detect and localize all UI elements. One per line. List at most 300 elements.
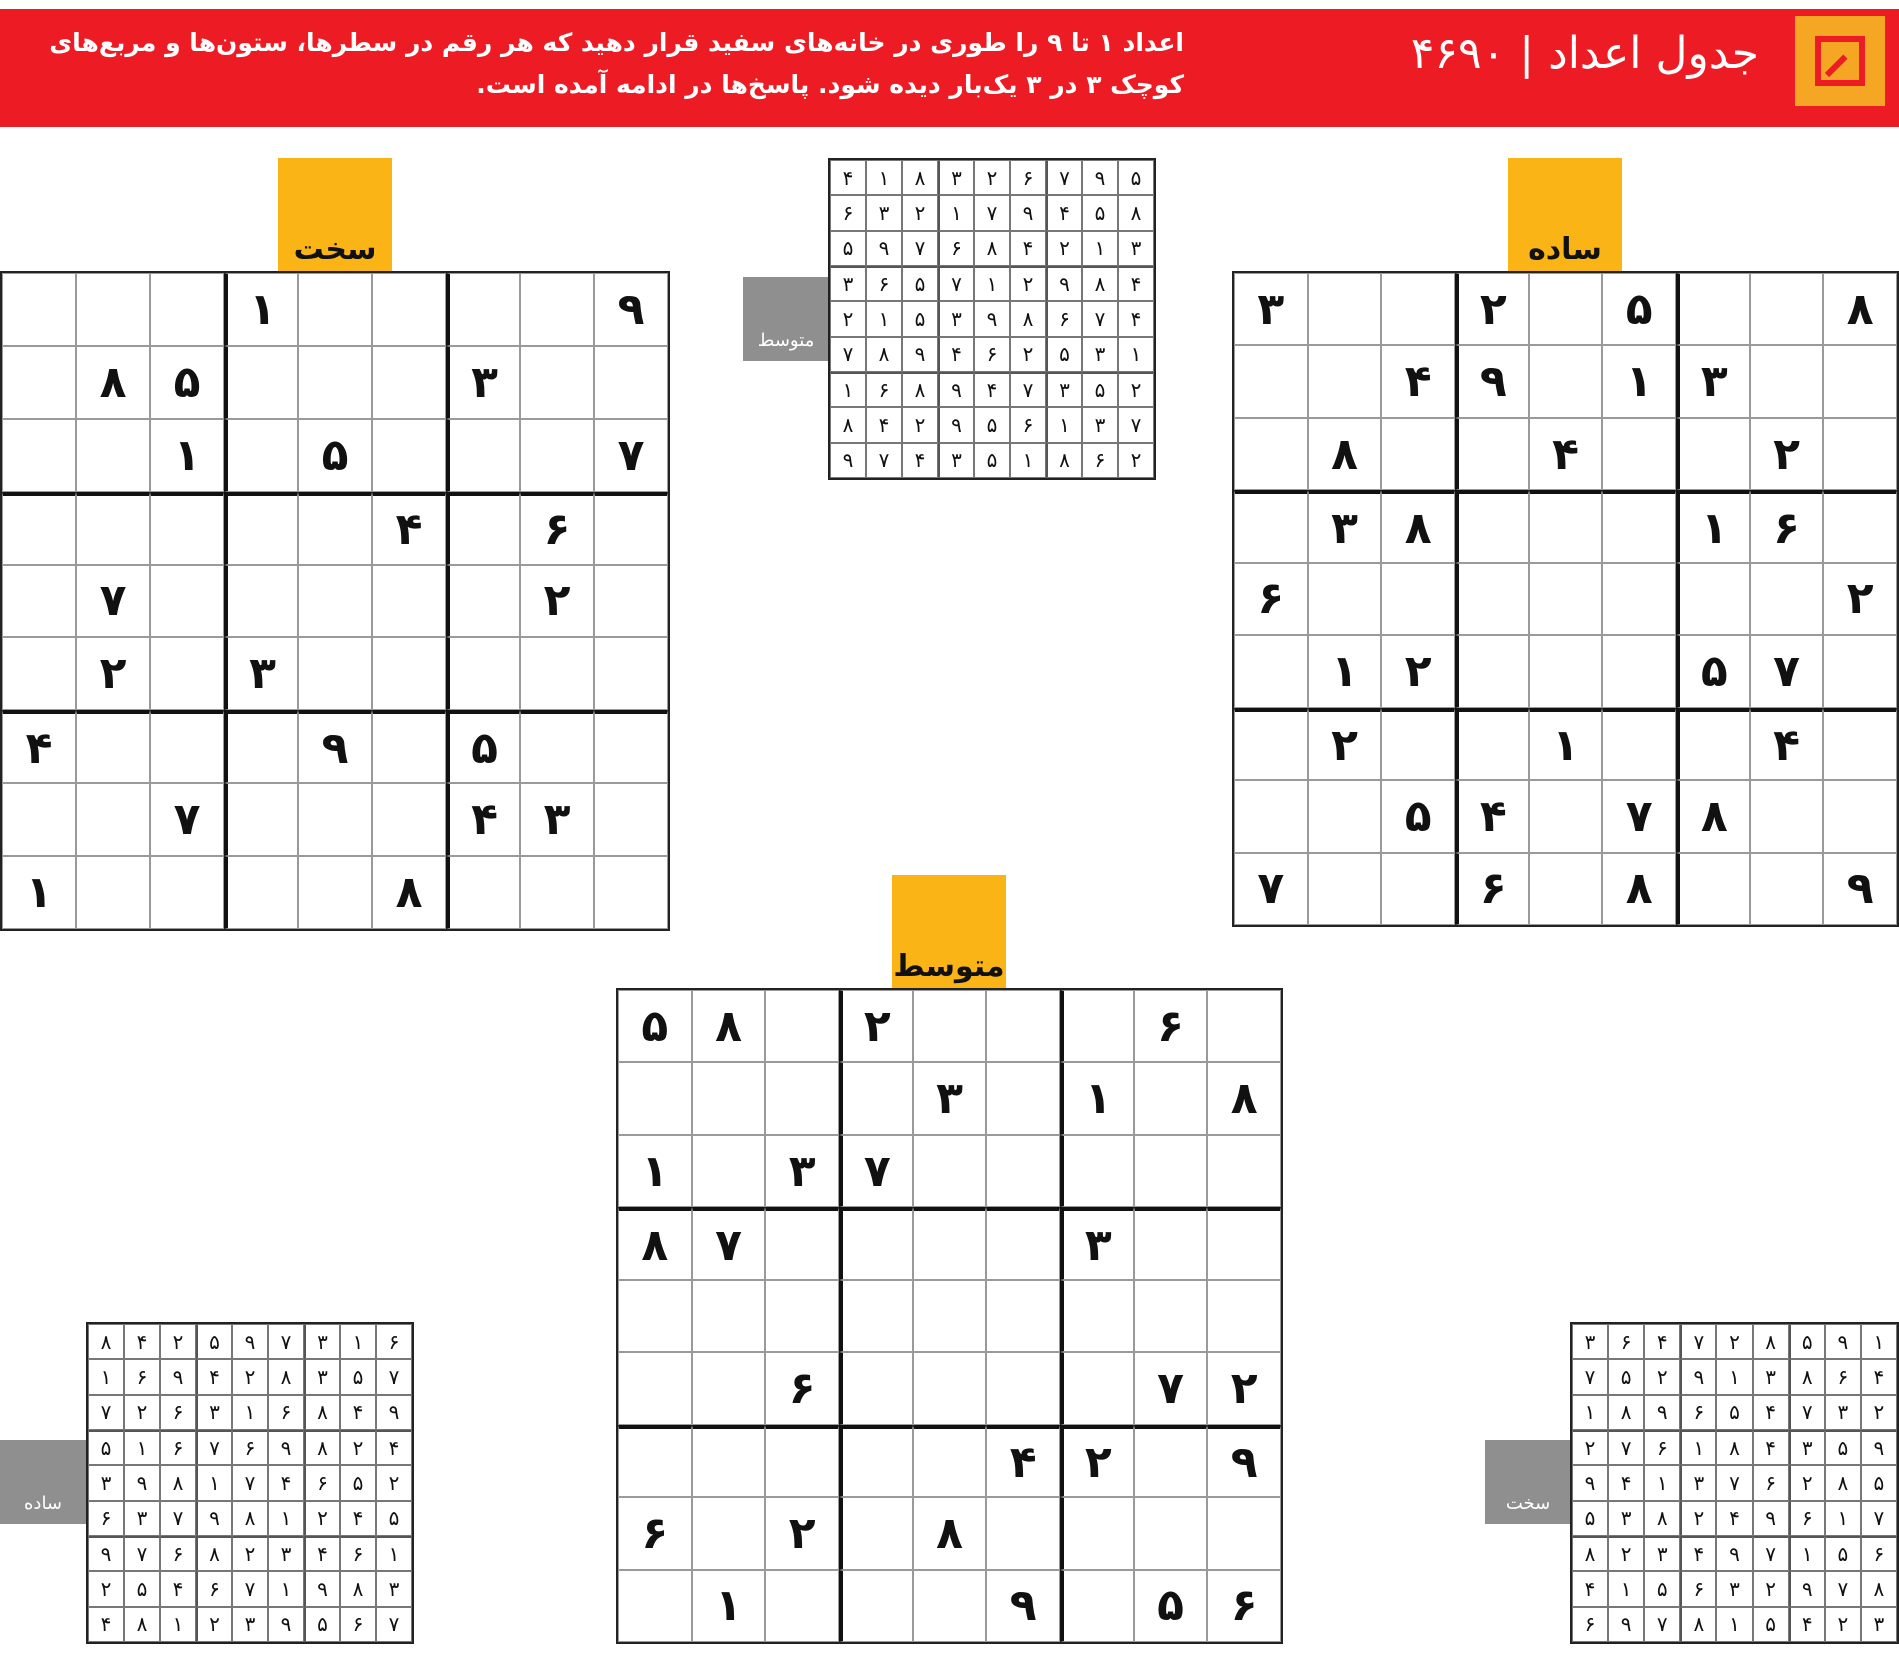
- answer-medium-cell: ۱: [1046, 407, 1082, 442]
- medium-cell[interactable]: [839, 1207, 913, 1279]
- easy-cell[interactable]: [1750, 345, 1824, 417]
- answer-easy-cell: ۵: [88, 1430, 124, 1465]
- medium-cell[interactable]: [839, 1280, 913, 1352]
- answer-medium-cell: ۸: [866, 337, 902, 372]
- medium-cell[interactable]: [913, 1570, 987, 1642]
- easy-cell[interactable]: [1234, 635, 1308, 707]
- hard-cell[interactable]: [298, 856, 372, 929]
- hard-cell[interactable]: [446, 856, 520, 929]
- hard-cell[interactable]: [372, 783, 446, 856]
- easy-cell[interactable]: [1381, 418, 1455, 490]
- medium-cell[interactable]: [986, 990, 1060, 1062]
- answer-hard-cell: ۸: [1825, 1465, 1861, 1500]
- medium-cell[interactable]: [765, 1425, 839, 1497]
- hard-cell[interactable]: [298, 273, 372, 346]
- answer-hard-cell: ۴: [1608, 1465, 1644, 1500]
- easy-cell[interactable]: [1602, 563, 1676, 635]
- medium-cell[interactable]: [1134, 1062, 1208, 1134]
- easy-cell[interactable]: [1529, 345, 1603, 417]
- answer-medium-cell: ۵: [974, 443, 1010, 478]
- hard-cell[interactable]: [2, 637, 76, 710]
- easy-cell[interactable]: [1308, 273, 1382, 345]
- medium-cell[interactable]: [692, 1497, 766, 1569]
- answer-easy-cell: ۶: [160, 1536, 196, 1571]
- answer-hard-cell: ۶: [1825, 1359, 1861, 1394]
- medium-cell: ۲: [839, 990, 913, 1062]
- easy-cell[interactable]: [1308, 345, 1382, 417]
- hard-cell[interactable]: [76, 419, 150, 492]
- answer-medium-cell: ۷: [902, 231, 938, 266]
- hard-cell[interactable]: [446, 492, 520, 565]
- medium-cell[interactable]: [839, 1570, 913, 1642]
- easy-cell[interactable]: [1381, 273, 1455, 345]
- medium-cell[interactable]: [839, 1497, 913, 1569]
- hard-cell[interactable]: [594, 492, 668, 565]
- brand-logo-icon: [1795, 16, 1885, 106]
- easy-cell[interactable]: [1308, 563, 1382, 635]
- answer-easy-cell: ۲: [304, 1501, 340, 1536]
- answer-hard-cell: ۳: [1861, 1607, 1897, 1642]
- medium-cell[interactable]: [839, 1425, 913, 1497]
- medium-cell[interactable]: [765, 1570, 839, 1642]
- answer-medium-cell: ۴: [1118, 266, 1154, 301]
- answer-hard-cell: ۳: [1572, 1324, 1608, 1359]
- easy-cell: ۱: [1529, 708, 1603, 780]
- hard-cell[interactable]: [594, 710, 668, 783]
- medium-cell[interactable]: [1060, 990, 1134, 1062]
- hard-cell: ۶: [520, 492, 594, 565]
- hard-cell: ۷: [76, 565, 150, 638]
- answer-hard-cell: ۱: [1789, 1536, 1825, 1571]
- medium-cell[interactable]: [1060, 1570, 1134, 1642]
- answer-medium-cell: ۵: [974, 407, 1010, 442]
- answer-medium-cell: ۵: [1082, 372, 1118, 407]
- answer-medium-cell: ۴: [938, 337, 974, 372]
- hard-cell: ۹: [594, 273, 668, 346]
- hard-cell[interactable]: [520, 273, 594, 346]
- answer-medium-cell: ۸: [974, 231, 1010, 266]
- easy-cell[interactable]: [1455, 708, 1529, 780]
- easy-cell[interactable]: [1823, 345, 1897, 417]
- answer-easy-cell: ۴: [376, 1430, 412, 1465]
- hard-cell[interactable]: [594, 565, 668, 638]
- answer-medium-cell: ۵: [902, 266, 938, 301]
- easy-cell[interactable]: [1234, 708, 1308, 780]
- easy-cell[interactable]: [1750, 853, 1824, 925]
- medium-cell[interactable]: [618, 1352, 692, 1424]
- medium-cell[interactable]: [913, 1135, 987, 1207]
- easy-cell[interactable]: [1455, 563, 1529, 635]
- easy-cell[interactable]: [1676, 418, 1750, 490]
- answer-easy-cell: ۳: [376, 1571, 412, 1606]
- hard-cell[interactable]: [520, 710, 594, 783]
- hard-cell[interactable]: [2, 783, 76, 856]
- easy-cell[interactable]: [1750, 780, 1824, 852]
- answer-medium-cell: ۹: [1010, 195, 1046, 230]
- hard-cell[interactable]: [298, 783, 372, 856]
- medium-cell[interactable]: [839, 1352, 913, 1424]
- answer-medium-cell: ۱: [1010, 443, 1046, 478]
- hard-cell[interactable]: [594, 346, 668, 419]
- tag-medium: متوسط: [892, 875, 1006, 988]
- easy-cell[interactable]: [1381, 563, 1455, 635]
- hard-cell[interactable]: [224, 565, 298, 638]
- answer-easy-cell: ۳: [304, 1359, 340, 1394]
- answer-easy-cell: ۶: [160, 1395, 196, 1430]
- answer-medium-cell: ۹: [830, 443, 866, 478]
- medium-cell[interactable]: [1060, 1497, 1134, 1569]
- medium-cell[interactable]: [765, 1062, 839, 1134]
- answer-medium-cell: ۶: [1010, 407, 1046, 442]
- answer-easy-cell: ۶: [232, 1430, 268, 1465]
- easy-cell[interactable]: [1823, 780, 1897, 852]
- hard-cell[interactable]: [594, 783, 668, 856]
- easy-cell[interactable]: [1455, 635, 1529, 707]
- medium-cell[interactable]: [913, 990, 987, 1062]
- answer-medium-cell: ۱: [1082, 231, 1118, 266]
- hard-cell[interactable]: [594, 637, 668, 710]
- medium-cell[interactable]: [618, 1425, 692, 1497]
- easy-cell[interactable]: [1823, 418, 1897, 490]
- medium-cell[interactable]: [913, 1425, 987, 1497]
- hard-cell[interactable]: [298, 565, 372, 638]
- answer-hard-cell: ۹: [1572, 1465, 1608, 1500]
- answer-medium-cell: ۹: [974, 301, 1010, 336]
- answer-easy-cell: ۷: [124, 1536, 160, 1571]
- easy-cell: ۹: [1823, 853, 1897, 925]
- answer-hard-cell: ۸: [1861, 1571, 1897, 1606]
- hard-cell: ۸: [76, 346, 150, 419]
- medium-cell[interactable]: [1207, 1207, 1281, 1279]
- hard-cell[interactable]: [520, 856, 594, 929]
- answer-easy-cell: ۳: [124, 1501, 160, 1536]
- easy-cell[interactable]: [1529, 780, 1603, 852]
- medium-cell[interactable]: [986, 1497, 1060, 1569]
- answer-medium-cell: ۵: [902, 301, 938, 336]
- easy-cell: ۲: [1308, 708, 1382, 780]
- easy-cell[interactable]: [1676, 273, 1750, 345]
- easy-cell[interactable]: [1602, 490, 1676, 562]
- answer-easy-cell: ۶: [268, 1395, 304, 1430]
- answer-medium-cell: ۲: [902, 407, 938, 442]
- easy-cell[interactable]: [1676, 708, 1750, 780]
- medium-cell[interactable]: [1207, 990, 1281, 1062]
- answer-hard-cell: ۲: [1753, 1571, 1789, 1606]
- answer-hard-cell: ۲: [1825, 1607, 1861, 1642]
- medium-cell[interactable]: [1134, 1135, 1208, 1207]
- medium-cell[interactable]: [1134, 1207, 1208, 1279]
- answer-hard-cell: ۵: [1572, 1501, 1608, 1536]
- hard-cell[interactable]: [520, 637, 594, 710]
- easy-cell[interactable]: [1823, 490, 1897, 562]
- answer-easy-cell: ۱: [376, 1536, 412, 1571]
- hard-cell[interactable]: [150, 273, 224, 346]
- easy-cell: ۱: [1308, 635, 1382, 707]
- answer-hard-cell: ۲: [1716, 1324, 1752, 1359]
- answer-easy-cell: ۲: [232, 1536, 268, 1571]
- hard-cell[interactable]: [2, 273, 76, 346]
- medium-cell[interactable]: [913, 1207, 987, 1279]
- answer-hard-cell: ۸: [1753, 1324, 1789, 1359]
- hard-cell: ۵: [298, 419, 372, 492]
- answer-easy-cell: ۵: [340, 1359, 376, 1394]
- answer-hard-cell: ۶: [1789, 1501, 1825, 1536]
- answer-easy-cell: ۴: [160, 1571, 196, 1606]
- answer-easy-cell: ۵: [376, 1501, 412, 1536]
- answer-medium-cell: ۳: [938, 160, 974, 195]
- medium-cell[interactable]: [839, 1062, 913, 1134]
- answer-hard-cell: ۹: [1789, 1571, 1825, 1606]
- answer-easy-cell: ۷: [232, 1571, 268, 1606]
- easy-cell[interactable]: [1529, 563, 1603, 635]
- medium-cell[interactable]: [1060, 1352, 1134, 1424]
- hard-cell[interactable]: [520, 419, 594, 492]
- answer-medium: [828, 158, 1156, 480]
- answer-medium-cell: ۶: [974, 337, 1010, 372]
- answer-easy-cell: ۹: [304, 1571, 340, 1606]
- answer-easy-cell: ۷: [376, 1607, 412, 1642]
- answer-easy-cell: ۱: [268, 1501, 304, 1536]
- hard-cell[interactable]: [76, 492, 150, 565]
- answer-easy-cell: ۹: [232, 1324, 268, 1359]
- answer-medium-cell: ۹: [938, 407, 974, 442]
- medium-cell[interactable]: [1207, 1280, 1281, 1352]
- easy-cell: ۶: [1234, 563, 1308, 635]
- easy-cell[interactable]: [1529, 635, 1603, 707]
- medium-cell: ۲: [765, 1497, 839, 1569]
- medium-cell[interactable]: [986, 1280, 1060, 1352]
- hard-cell[interactable]: [2, 346, 76, 419]
- hard-cell[interactable]: [2, 419, 76, 492]
- answer-hard-cell: ۹: [1608, 1607, 1644, 1642]
- answer-easy-cell: ۸: [268, 1359, 304, 1394]
- easy-cell[interactable]: [1823, 635, 1897, 707]
- answer-hard-cell: ۳: [1716, 1571, 1752, 1606]
- easy-cell[interactable]: [1676, 563, 1750, 635]
- answer-hard-cell: ۱: [1716, 1607, 1752, 1642]
- answer-medium-cell: ۹: [1082, 160, 1118, 195]
- hard-cell[interactable]: [2, 492, 76, 565]
- answer-medium-cell: ۴: [974, 372, 1010, 407]
- answer-hard-cell: ۵: [1716, 1395, 1752, 1430]
- answer-hard-cell: ۶: [1644, 1430, 1680, 1465]
- easy-cell: ۵: [1602, 273, 1676, 345]
- hard-cell[interactable]: [372, 565, 446, 638]
- hard-cell[interactable]: [372, 273, 446, 346]
- easy-cell: ۸: [1602, 853, 1676, 925]
- easy-cell[interactable]: [1602, 708, 1676, 780]
- hard-cell[interactable]: [224, 492, 298, 565]
- answer-medium-cell: ۳: [866, 195, 902, 230]
- easy-cell: ۸: [1381, 490, 1455, 562]
- medium-cell[interactable]: [692, 1280, 766, 1352]
- hard-cell[interactable]: [372, 637, 446, 710]
- hard-cell: ۳: [224, 637, 298, 710]
- hard-cell[interactable]: [2, 565, 76, 638]
- easy-cell[interactable]: [1308, 853, 1382, 925]
- medium-cell[interactable]: [765, 1207, 839, 1279]
- medium-cell[interactable]: [692, 1425, 766, 1497]
- medium-cell: ۷: [839, 1135, 913, 1207]
- medium-cell[interactable]: [618, 1062, 692, 1134]
- answer-medium-cell: ۶: [1082, 443, 1118, 478]
- answer-medium-cell: ۴: [902, 443, 938, 478]
- answer-medium-cell: ۲: [1046, 231, 1082, 266]
- answer-easy-cell: ۷: [160, 1501, 196, 1536]
- medium-cell[interactable]: [1134, 1425, 1208, 1497]
- answer-easy-cell: ۱: [160, 1607, 196, 1642]
- easy-cell[interactable]: [1602, 418, 1676, 490]
- medium-cell: ۶: [765, 1352, 839, 1424]
- hard-cell[interactable]: [446, 273, 520, 346]
- answer-easy-cell: ۳: [88, 1465, 124, 1500]
- medium-cell[interactable]: [986, 1062, 1060, 1134]
- medium-cell[interactable]: [692, 1135, 766, 1207]
- easy-cell[interactable]: [1750, 273, 1824, 345]
- hard-cell[interactable]: [594, 856, 668, 929]
- answer-hard-cell: ۷: [1644, 1607, 1680, 1642]
- medium-cell[interactable]: [618, 1570, 692, 1642]
- easy-cell[interactable]: [1234, 780, 1308, 852]
- medium-cell[interactable]: [618, 1280, 692, 1352]
- easy-cell[interactable]: [1234, 345, 1308, 417]
- answer-medium-cell: ۱: [974, 266, 1010, 301]
- medium-cell: ۷: [692, 1207, 766, 1279]
- easy-cell[interactable]: [1529, 273, 1603, 345]
- hard-cell[interactable]: [76, 856, 150, 929]
- hard-cell[interactable]: [224, 710, 298, 783]
- hard-cell[interactable]: [372, 346, 446, 419]
- easy-cell[interactable]: [1381, 853, 1455, 925]
- easy-cell[interactable]: [1234, 418, 1308, 490]
- hard-cell[interactable]: [150, 856, 224, 929]
- answer-medium-cell: ۹: [1046, 266, 1082, 301]
- answer-easy-cell: ۸: [160, 1465, 196, 1500]
- easy-cell[interactable]: [1529, 490, 1603, 562]
- answer-medium-cell: ۸: [902, 160, 938, 195]
- hard-cell[interactable]: [520, 346, 594, 419]
- hard-cell[interactable]: [150, 565, 224, 638]
- answer-hard-cell: ۱: [1861, 1324, 1897, 1359]
- hard-cell[interactable]: [372, 710, 446, 783]
- hard-cell[interactable]: [76, 273, 150, 346]
- answer-hard-cell: ۴: [1789, 1607, 1825, 1642]
- answer-hard-cell: ۴: [1680, 1536, 1716, 1571]
- hard-cell: ۴: [2, 710, 76, 783]
- medium-cell[interactable]: [1207, 1497, 1281, 1569]
- hard-cell[interactable]: [150, 710, 224, 783]
- easy-cell[interactable]: [1381, 708, 1455, 780]
- medium-cell: ۸: [618, 1207, 692, 1279]
- medium-cell[interactable]: [913, 1352, 987, 1424]
- hard-cell[interactable]: [76, 710, 150, 783]
- answer-medium-cell: ۲: [1118, 443, 1154, 478]
- answer-easy-cell: ۵: [340, 1465, 376, 1500]
- answer-easy-cell: ۴: [88, 1607, 124, 1642]
- answer-easy-cell: ۶: [340, 1536, 376, 1571]
- answer-medium-cell: ۲: [1118, 372, 1154, 407]
- easy-cell: ۱: [1602, 345, 1676, 417]
- answer-label-medium: متوسط: [743, 277, 829, 361]
- answer-easy-cell: ۸: [340, 1571, 376, 1606]
- easy-cell: ۶: [1750, 490, 1824, 562]
- medium-cell[interactable]: [1060, 1280, 1134, 1352]
- medium-cell[interactable]: [986, 1352, 1060, 1424]
- answer-easy-cell: ۹: [160, 1359, 196, 1394]
- medium-cell[interactable]: [692, 1352, 766, 1424]
- easy-cell[interactable]: [1455, 418, 1529, 490]
- medium-cell: ۷: [1134, 1352, 1208, 1424]
- easy-cell[interactable]: [1308, 780, 1382, 852]
- hard-cell[interactable]: [224, 783, 298, 856]
- answer-hard-cell: ۷: [1608, 1430, 1644, 1465]
- answer-easy-cell: ۷: [268, 1324, 304, 1359]
- answer-hard-cell: ۶: [1861, 1536, 1897, 1571]
- medium-cell[interactable]: [1207, 1135, 1281, 1207]
- answer-hard-cell: ۳: [1608, 1501, 1644, 1536]
- answer-hard-cell: ۱: [1680, 1430, 1716, 1465]
- medium-cell[interactable]: [986, 1207, 1060, 1279]
- hard-cell[interactable]: [298, 346, 372, 419]
- easy-cell[interactable]: [1602, 635, 1676, 707]
- hard-cell[interactable]: [446, 565, 520, 638]
- easy-cell[interactable]: [1823, 708, 1897, 780]
- answer-medium-cell: ۶: [1010, 160, 1046, 195]
- hard-cell[interactable]: [372, 419, 446, 492]
- medium-cell[interactable]: [1134, 1280, 1208, 1352]
- answer-hard-cell: ۲: [1789, 1465, 1825, 1500]
- medium-cell[interactable]: [765, 1280, 839, 1352]
- answer-easy-cell: ۷: [232, 1465, 268, 1500]
- easy-cell[interactable]: [1455, 490, 1529, 562]
- answer-easy-cell: ۶: [196, 1571, 232, 1606]
- hard-cell[interactable]: [150, 637, 224, 710]
- hard-cell[interactable]: [224, 346, 298, 419]
- hard-cell[interactable]: [76, 783, 150, 856]
- medium-cell[interactable]: [913, 1280, 987, 1352]
- hard-cell: ۹: [298, 710, 372, 783]
- medium-cell[interactable]: [986, 1135, 1060, 1207]
- hard-cell[interactable]: [298, 637, 372, 710]
- medium-cell[interactable]: [1060, 1135, 1134, 1207]
- answer-hard-cell: ۸: [1644, 1501, 1680, 1536]
- answer-hard-cell: ۷: [1825, 1571, 1861, 1606]
- easy-cell[interactable]: [1234, 490, 1308, 562]
- hard-cell[interactable]: [446, 637, 520, 710]
- answer-hard-cell: ۱: [1716, 1359, 1752, 1394]
- hard-cell: ۱: [2, 856, 76, 929]
- medium-cell[interactable]: [1134, 1497, 1208, 1569]
- hard-cell[interactable]: [150, 492, 224, 565]
- medium-cell[interactable]: [765, 990, 839, 1062]
- medium-cell[interactable]: [692, 1062, 766, 1134]
- easy-cell[interactable]: [1676, 853, 1750, 925]
- easy-cell: ۸: [1308, 418, 1382, 490]
- answer-easy-cell: ۲: [160, 1324, 196, 1359]
- hard-cell[interactable]: [446, 419, 520, 492]
- answer-hard-cell: ۹: [1644, 1395, 1680, 1430]
- medium-cell: ۲: [1060, 1425, 1134, 1497]
- answer-medium-cell: ۹: [866, 231, 902, 266]
- easy-cell[interactable]: [1750, 563, 1824, 635]
- hard-cell[interactable]: [224, 856, 298, 929]
- answer-easy-cell: ۹: [376, 1395, 412, 1430]
- easy-cell[interactable]: [1529, 853, 1603, 925]
- hard-cell[interactable]: [224, 419, 298, 492]
- hard-cell[interactable]: [298, 492, 372, 565]
- page-title: جدول اعداد | ۴۶۹۰: [1410, 28, 1759, 79]
- medium-cell: ۵: [618, 990, 692, 1062]
